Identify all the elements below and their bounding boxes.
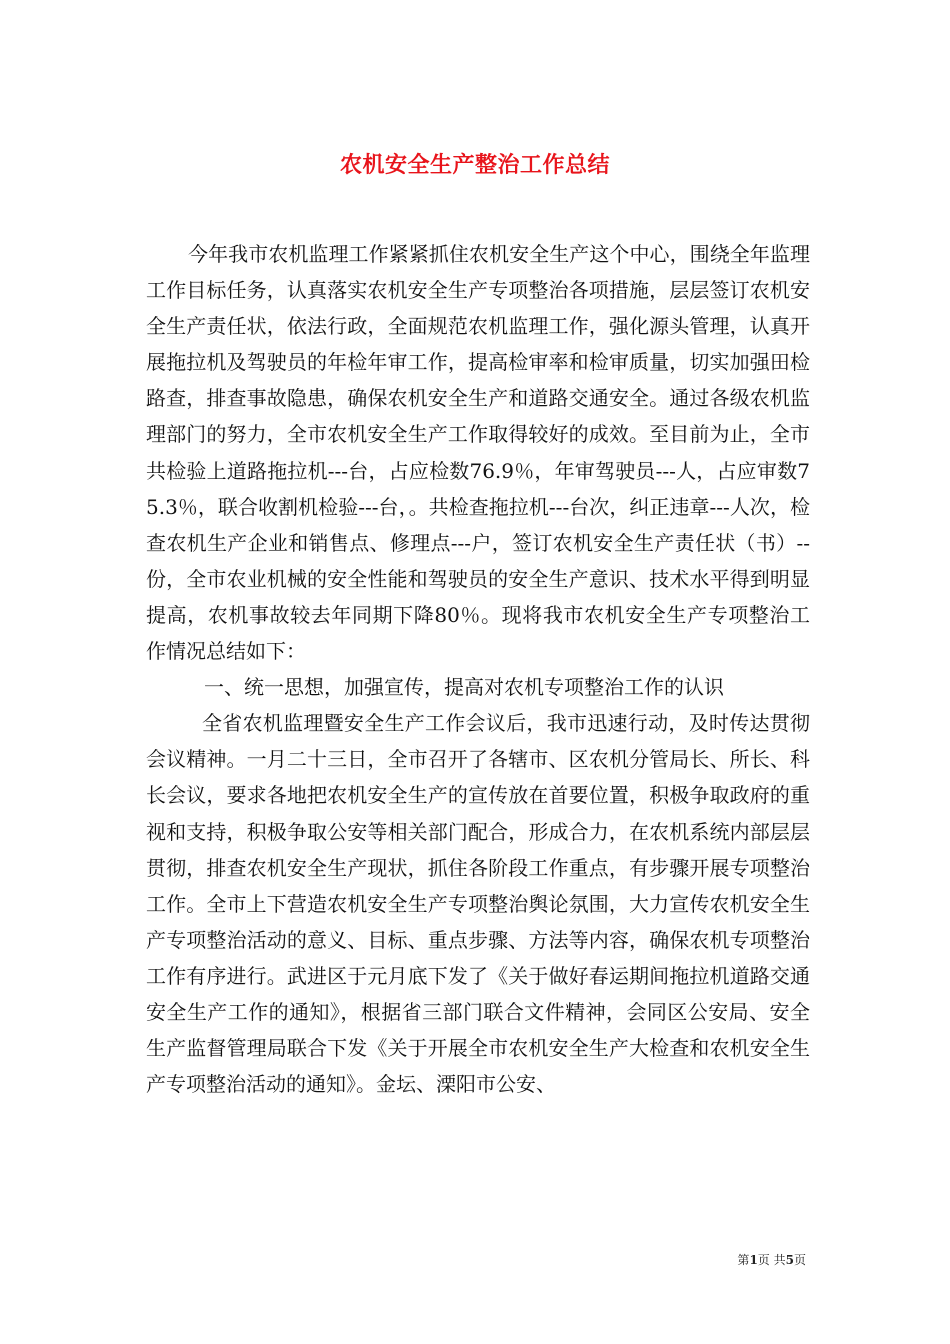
intro-paragraph: 今年我市农机监理工作紧紧抓住农机安全生产这个中心，围绕全年监理工作目标任务，认真落实农机安全生产专项整治各项措施，层层签订农机安全生产责任状，依法行政，全面规范农机监理工作，强化源头管理，认真开展拖拉机及驾驶员的年检年审工作，提高检审率和检审质量，切实加强田检路查，排查事故隐患，确保农机安全生产和道路交通安全。通过各级农机监理部门的努力，全市农机安全生产工作取得较好的成效。至目前为止，全市共检验上道路拖拉机---台，占应检数76.9％，年审驾驶员---人，占应审数75.3％，联合收割机检验---台，。共检查拖拉机---台次，纠正违章---人次，检查农机生产企业和销售点、修理点---户，签订农机安全生产责任状（书）--份，全市农业机械的安全性能和驾驶员的安全生产意识、技术水平得到明显提高，农机事故较去年同期下降80％。现将我市农机安全生产专项整治工作情况总结如下： xyxy=(146,242,810,664)
section-heading: 一、统一思想，加强宣传，提高对农机专项整治工作的认识 xyxy=(204,675,724,700)
total-pages-number: 5 xyxy=(785,1253,794,1267)
document-body xyxy=(146,236,810,1102)
footer-prefix: 第 xyxy=(737,1253,750,1267)
current-page-number: 1 xyxy=(749,1253,758,1267)
document-title: 农机安全生产整治工作总结 xyxy=(339,151,610,178)
page-number-footer xyxy=(0,1252,806,1268)
footer-suffix: 页 xyxy=(793,1253,806,1267)
footer-middle: 页 共 xyxy=(757,1253,786,1267)
section-paragraph: 全省农机监理暨安全生产工作会议后，我市迅速行动，及时传达贯彻会议精神。一月二十三日，全市召开了各辖市、区农机分管局长、所长、科长会议，要求各地把农机安全生产的宣传放在首要位置，积极争取政府的重视和支持，积极争取公安等相关部门配合，形成合力，在农机系统内部层层贯彻，排查农机安全生产现状，抓住各阶段工作重点，有步骤开展专项整治工作。全市上下营造农机安全生产专项整治舆论氛围，大力宣传农机安全生产专项整治活动的意义、目标、重点步骤、方法等内容，确保农机专项整治工作有序进行。武进区于元月底下发了《关于做好春运期间拖拉机道路交通安全生产工作的通知》，根据省三部门联合文件精神，会同区公安局、安全生产监督管理局联合下发《关于开展全市农机安全生产大检查和农机安全生产专项整治活动的通知》。金坛、溧阳市公安、 xyxy=(146,711,810,1097)
